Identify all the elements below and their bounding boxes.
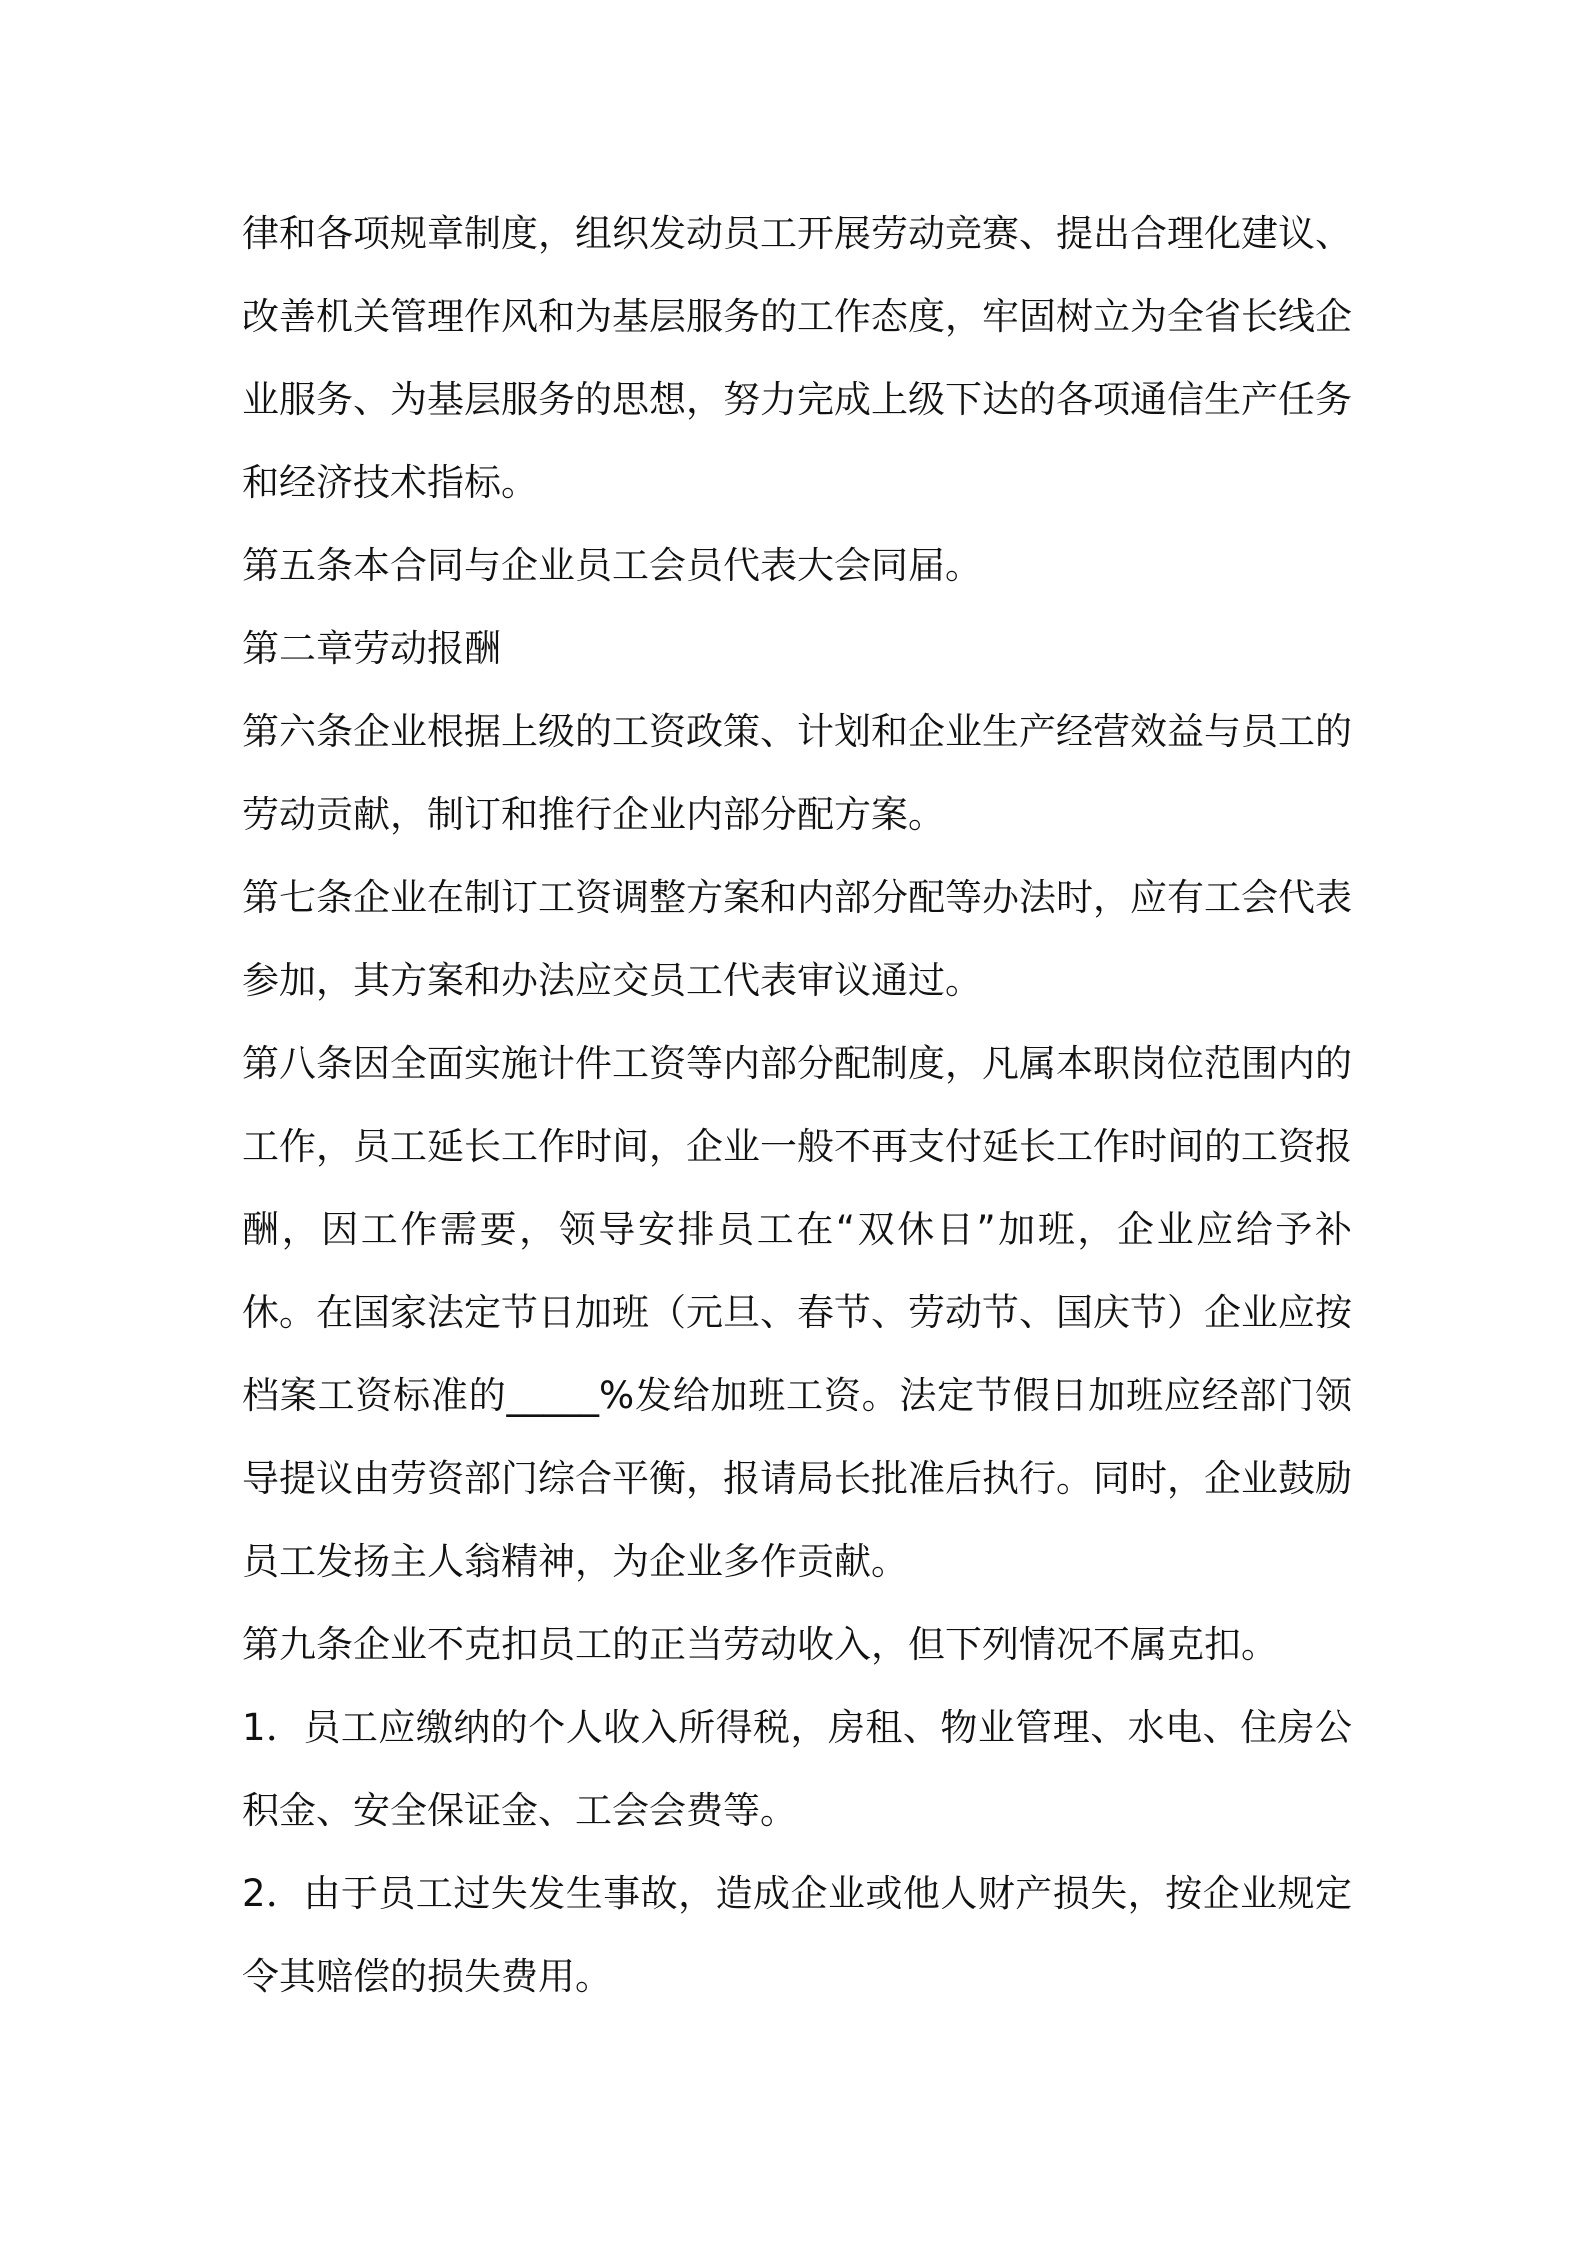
list-item-1: 1．员工应缴纳的个人收入所得税，房租、物业管理、水电、住房公积金、安全保证金、工会会费等。 <box>242 1706 1352 1832</box>
document-body <box>242 192 1352 2018</box>
paragraph-article-6: 第六条企业根据上级的工资政策、计划和企业生产经营效益与员工的劳动贡献，制订和推行企业内部分配方案。 <box>242 710 1352 836</box>
paragraph-article-5: 第五条本合同与企业员工会员代表大会同届。 <box>242 544 982 587</box>
chapter-heading: 第二章劳动报酬 <box>242 627 501 670</box>
paragraph-article-7: 第七条企业在制订工资调整方案和内部分配等办法时，应有工会代表参加，其方案和办法应交员工代表审议通过。 <box>242 876 1352 1002</box>
paragraph-article-4-continued: 律和各项规章制度，组织发动员工开展劳动竞赛、提出合理化建议、改善机关管理作风和为基层服务的工作态度，牢固树立为全省长线企业服务、为基层服务的思想，努力完成上级下达的各项通信生产任务和经济技术指标。 <box>242 212 1352 504</box>
paragraph-article-8: 第八条因全面实施计件工资等内部分配制度，凡属本职岗位范围内的工作，员工延长工作时间，企业一般不再支付延长工作时间的工资报酬，因工作需要，领导安排员工在“双休日”加班，企业应给予补休。在国家法定节日加班（元旦、春节、劳动节、国庆节）企业应按档案工资标准的_____%发给加班工资。法定节假日加班应经部门领导提议由劳资部门综合平衡，报请局长批准后执行。同时，企业鼓励员工发扬主人翁精神，为企业多作贡献。 <box>242 1042 1352 1583</box>
paragraph-article-9: 第九条企业不克扣员工的正当劳动收入，但下列情况不属克扣。 <box>242 1623 1278 1666</box>
list-item-2: 2．由于员工过失发生事故，造成企业或他人财产损失，按企业规定令其赔偿的损失费用。 <box>242 1872 1352 1998</box>
